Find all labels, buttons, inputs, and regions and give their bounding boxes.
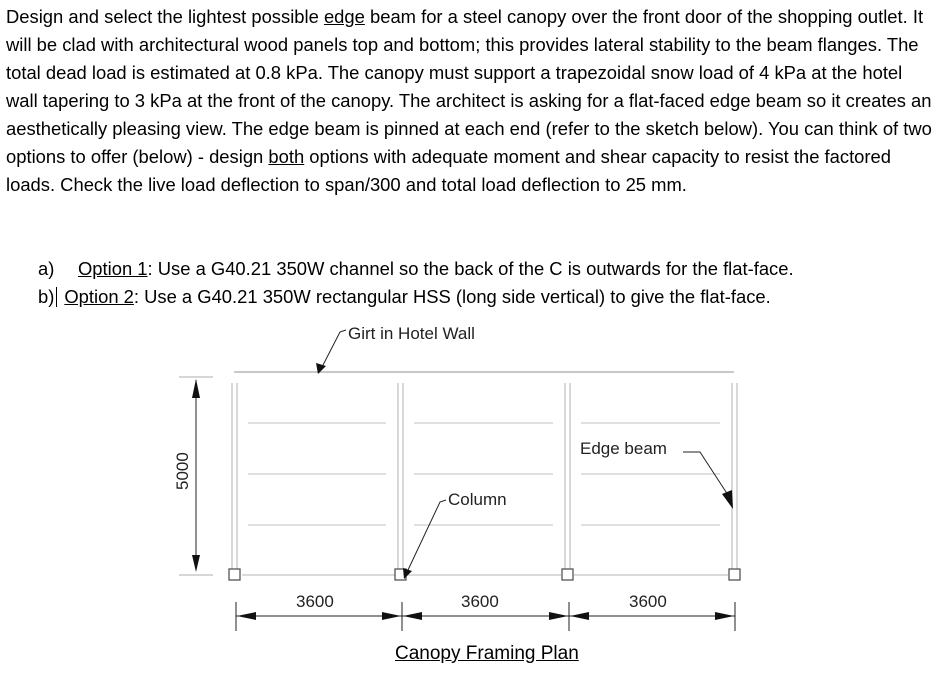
framing-beams: [232, 383, 737, 575]
option-1-name: Option 1: [78, 258, 148, 279]
column-3: [562, 569, 573, 580]
depth-arrow-bottom: [192, 555, 200, 572]
span-dim-3: 3600: [629, 592, 667, 611]
girt-leader: [322, 330, 346, 367]
edge-beam-label: Edge beam: [580, 439, 667, 458]
span-dim-1: 3600: [296, 592, 334, 611]
option-1-text: : Use a G40.21 350W channel so the back of the C is outwards for the flat-face.: [147, 258, 794, 279]
option-1-marker: a): [38, 258, 55, 279]
column-label: Column: [448, 490, 507, 509]
column-4: [729, 569, 740, 580]
edge-beam-arrowhead: [722, 490, 733, 509]
depth-dimension: [173, 377, 213, 575]
option-2-marker: b): [38, 286, 55, 307]
span-dim-2: 3600: [461, 592, 499, 611]
span-dimensions: [236, 592, 735, 631]
problem-statement: Design and select the lightest possible edge beam for a steel canopy over the front door of the shopping outlet. It will be clad with architectural wood panels top and bottom; this provides lateral stability to the beam flanges. The total dead load is estimated at 0.8 kPa. The canopy must support a trapezoidal snow load of 4 kPa at the hotel wall tapering to 3 kPa at the front of the canopy. The architect is asking for a flat-faced edge beam so it creates an aesthetically pleasing view. The edge beam is pinned at each end (refer to the sketch below). You can think of two options to offer (below) - design both options with adequate moment and shear capacity to resist the factored loads. Check the live load deflection to span/300 and total load deflection to 25 mm.: [6, 6, 932, 195]
diagram-caption: Canopy Framing Plan: [395, 643, 579, 664]
column-arrowhead: [403, 568, 412, 579]
column-1: [229, 569, 240, 580]
column-leader: [408, 500, 446, 570]
depth-arrow-top: [192, 379, 200, 398]
option-2-name: Option 2: [64, 286, 134, 307]
girt-label: Girt in Hotel Wall: [348, 324, 475, 343]
option-2-text: : Use a G40.21 350W rectangular HSS (long side vertical) to give the flat-face.: [133, 286, 771, 307]
depth-dim-label: 5000: [173, 452, 192, 490]
